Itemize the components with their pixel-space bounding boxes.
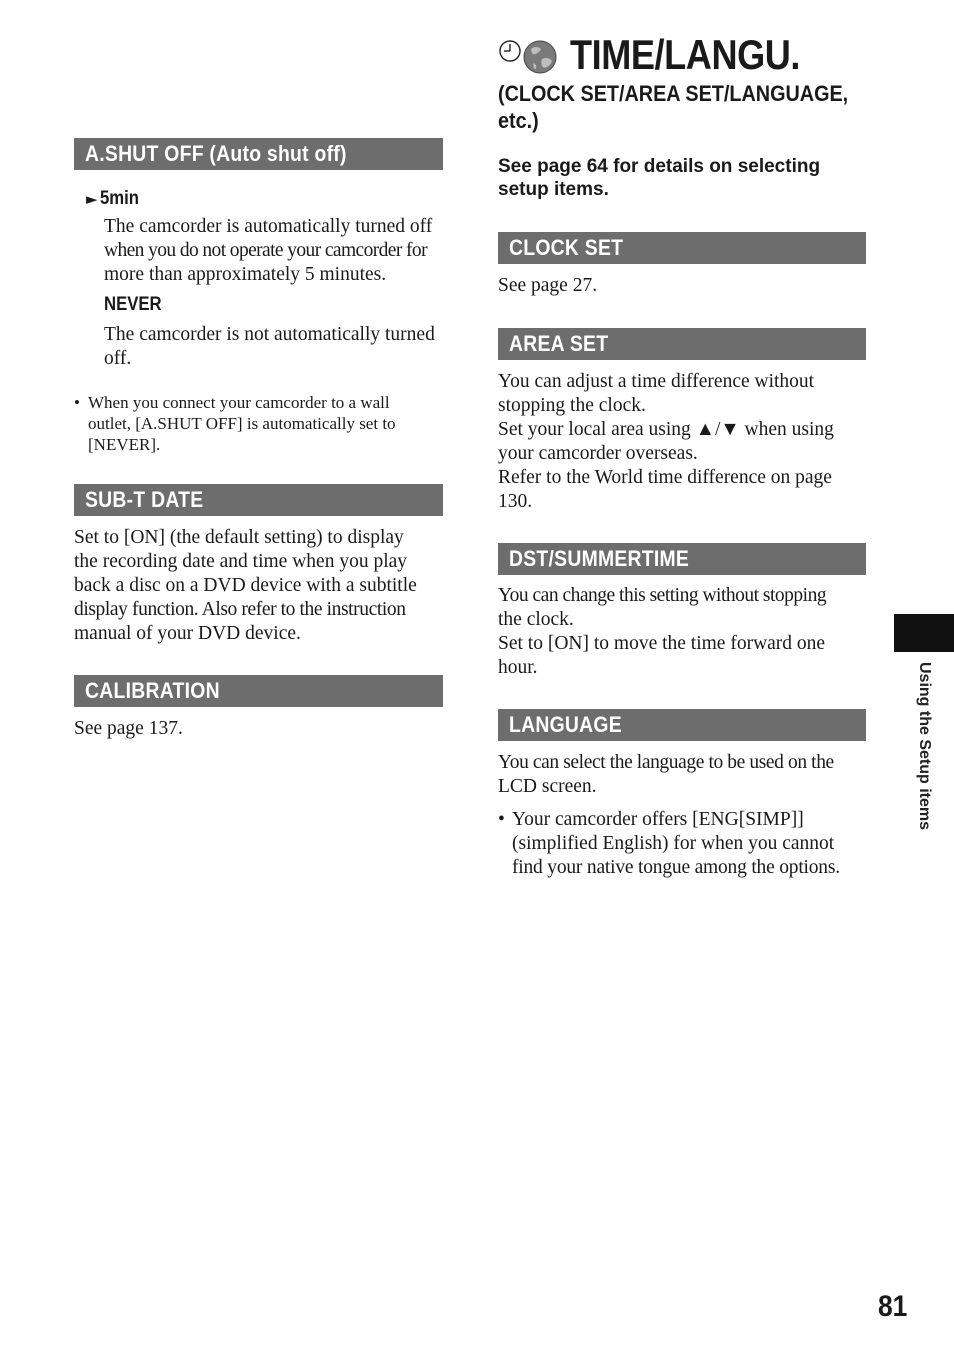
option-never	[104, 294, 169, 318]
text-line: your camcorder overseas.	[498, 443, 698, 464]
text-line: (simplified English) for when you cannot	[512, 833, 835, 854]
text-line: Set your local area using ▲/▼ when using	[498, 419, 834, 440]
option-never-desc	[104, 323, 449, 371]
text-line: You can select the language to be used on the	[498, 752, 834, 773]
text-line: LCD screen.	[498, 776, 597, 797]
text-line: setup items.	[498, 179, 609, 200]
text-line: The camcorder is not automatically turned	[104, 324, 435, 345]
text-line: back a disc on a DVD device with a subtitle	[74, 575, 417, 596]
text-line: stopping the clock.	[498, 395, 646, 416]
text-line: display function. Also refer to the instruction	[74, 599, 406, 620]
clockset-body: See page 27.	[498, 275, 598, 296]
clockset-header: CLOCK SET	[498, 232, 866, 264]
text-line: Refer to the World time difference on page	[498, 467, 832, 488]
text-line: 130.	[498, 491, 533, 512]
language-body	[498, 751, 870, 799]
ashutoff-note	[74, 392, 443, 455]
text-line: hour.	[498, 657, 538, 678]
text-line: when you do not operate your camcorder for	[104, 240, 427, 261]
bullet: •	[74, 393, 80, 412]
text-line: You can adjust a time difference without	[498, 371, 815, 392]
text-line: (CLOCK SET/AREA SET/LANGUAGE,	[498, 81, 849, 106]
page-number: 81	[878, 1290, 908, 1323]
clock-icon	[500, 41, 520, 61]
text-line: [NEVER].	[88, 435, 161, 454]
language-header: LANGUAGE	[498, 709, 866, 741]
dst-body	[498, 584, 870, 680]
text-line: more than approximately 5 minutes.	[104, 264, 387, 285]
section-title	[498, 30, 837, 80]
areaset-header: AREA SET	[498, 328, 866, 360]
text-line: etc.)	[498, 108, 539, 133]
page-title: TIME/LANGU.	[570, 31, 801, 78]
text-line: You can change this setting without stopping	[498, 585, 827, 606]
dst-header: DST/SUMMERTIME	[498, 543, 866, 575]
bullet: •	[498, 809, 505, 830]
text-line: find your native tongue among the options.	[512, 857, 840, 878]
text-line: Set to [ON] (the default setting) to display	[74, 527, 404, 548]
text-line: When you connect your camcorder to a wall	[88, 393, 390, 412]
text-line: Set to [ON] to move the time forward one	[498, 633, 826, 654]
text-line: The camcorder is automatically turned off	[104, 216, 433, 237]
calibration-header: CALIBRATION	[74, 675, 443, 707]
chapter-label: Using the Setup items	[916, 662, 933, 831]
areaset-body	[498, 370, 870, 514]
text-line: Your camcorder offers [ENG[SIMP]]	[512, 809, 804, 830]
option-never-label: NEVER	[104, 294, 162, 315]
text-line: See page 64 for details on selecting	[498, 156, 821, 177]
clock-globe-icon	[498, 35, 558, 75]
language-note	[498, 808, 870, 880]
text-line: off.	[104, 348, 132, 369]
text-line: the clock.	[498, 609, 574, 630]
calibration-body: See page 137.	[74, 718, 183, 739]
subtdate-header: SUB-T DATE	[74, 484, 443, 516]
intro-text	[498, 155, 866, 201]
globe-icon	[524, 41, 556, 73]
option-5min-desc	[104, 215, 449, 287]
text-line: outlet, [A.SHUT OFF] is automatically set to	[88, 414, 396, 433]
arrow-right-icon: ►	[86, 190, 98, 208]
section-subtitle	[498, 80, 878, 134]
chapter-tab	[894, 614, 954, 652]
text-line: manual of your DVD device.	[74, 623, 301, 644]
ashutoff-header: A.SHUT OFF (Auto shut off)	[74, 138, 443, 170]
text-line: the recording date and time when you play	[74, 551, 408, 572]
option-5min-label: 5min	[99, 188, 139, 209]
subtdate-body	[74, 526, 446, 646]
option-5min	[86, 187, 144, 211]
